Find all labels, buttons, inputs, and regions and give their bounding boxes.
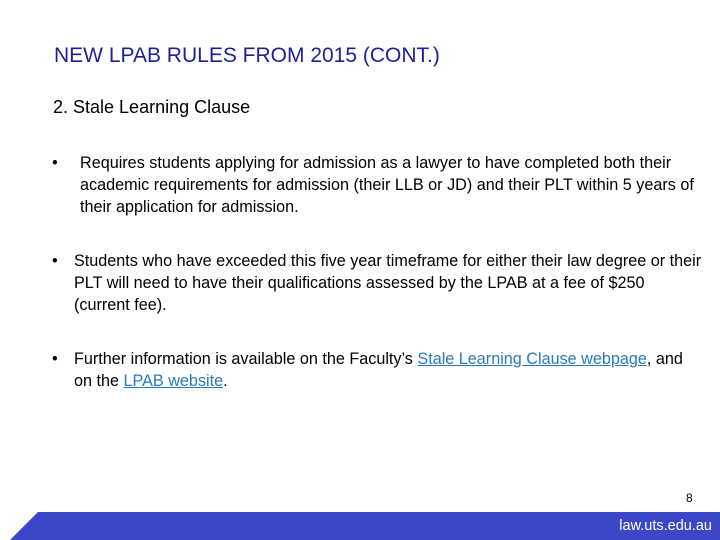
bullet-dot: • <box>52 350 58 368</box>
footer-bar <box>0 512 720 540</box>
bullet-item <box>52 348 702 392</box>
bullet-dot: • <box>52 154 58 172</box>
stale-learning-clause-link[interactable]: Stale Learning Clause webpage <box>417 350 647 368</box>
slide-title: NEW LPAB RULES FROM 2015 (CONT.) <box>54 44 440 67</box>
footer-bar-shape <box>10 512 720 540</box>
bullet-item <box>52 152 702 218</box>
section-subtitle: 2. Stale Learning Clause <box>53 97 251 117</box>
lpab-website-link[interactable]: LPAB website <box>123 372 224 390</box>
bullet-text: Requires students applying for admission as a lawyer to have completed both their academic requirements for admission (their LLB or JD) and their PLT within 5 years of their application for admission. <box>80 154 694 216</box>
bullet-text: Students who have exceeded this five year timeframe for either their law degree or their PLT will need to have their qualifications assessed by the LPAB at a fee of $250 (current fee). <box>74 252 702 314</box>
bullet-item <box>52 250 702 316</box>
bullet-text-before: Further information is available on the Faculty’s <box>74 350 418 368</box>
bullet-dot: • <box>52 252 58 270</box>
bullet-text-middle: , and on the <box>74 350 683 390</box>
page-number: 8 <box>686 491 693 505</box>
footer-url[interactable]: law.uts.edu.au <box>619 518 712 534</box>
bullet-text-after: . <box>223 372 228 390</box>
bullet-list <box>52 152 702 392</box>
